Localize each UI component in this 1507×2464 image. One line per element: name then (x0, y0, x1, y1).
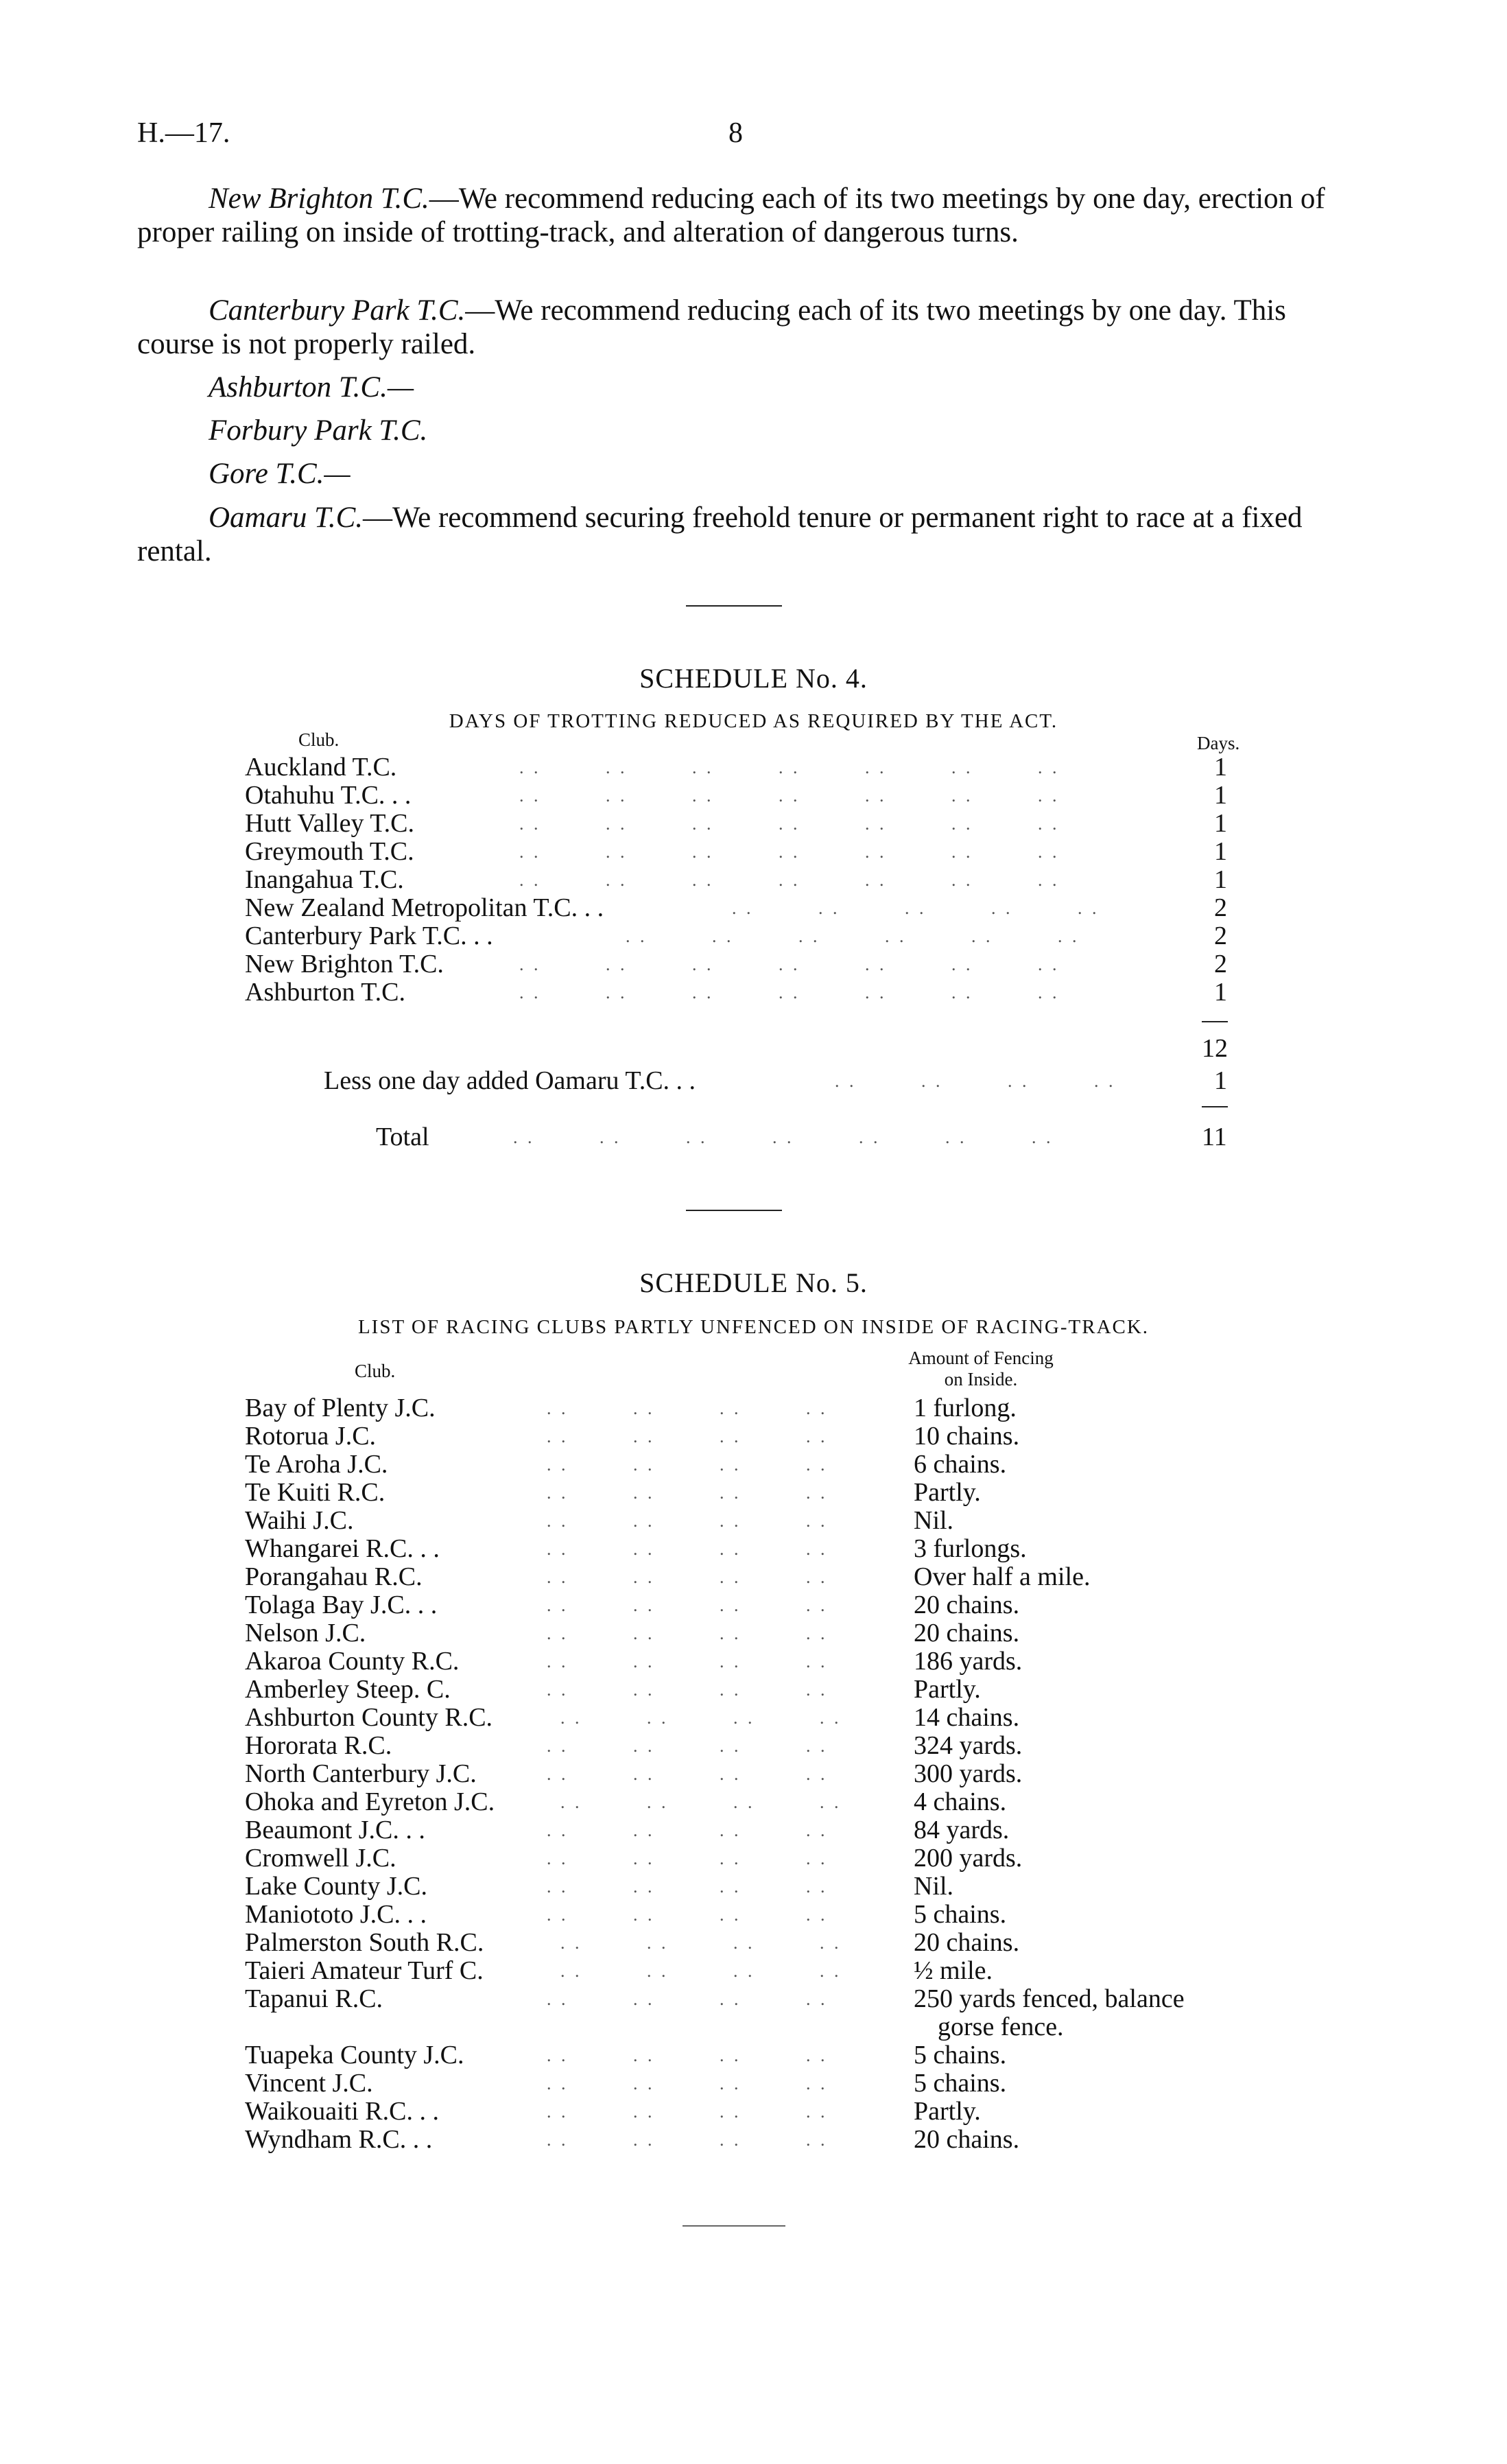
amount-value: 324 yards. (914, 1731, 1023, 1760)
table-row (245, 1394, 1274, 1422)
days-value: 1 (1214, 781, 1227, 810)
less-value: 1 (1214, 1066, 1227, 1095)
days-value: 1 (1214, 809, 1227, 838)
amount-value: Nil. (914, 1872, 954, 1901)
column-header-club: Club. (298, 729, 340, 750)
leader-dots: . . . . . . . . . . . . . . (513, 1127, 1054, 1147)
section-divider (683, 2225, 785, 2227)
column-header-amount-line-2: on Inside. (944, 1369, 1018, 1389)
table-row (245, 1760, 1274, 1788)
table-row (245, 1732, 1274, 1760)
club-name: Gore T.C.— (209, 458, 351, 490)
amount-value: 250 yards fenced, balance (914, 1984, 1185, 2013)
table-row (245, 922, 1246, 950)
club-name: Lake County J.C. (245, 1872, 427, 1901)
leader-dots: . . . . . . . . (547, 1820, 828, 1840)
page-number: 8 (728, 117, 743, 149)
days-value: 1 (1214, 753, 1227, 782)
table-row (245, 1901, 1274, 1929)
leader-dots: . . . . . . . . (547, 1905, 828, 1925)
amount-value-continuation: gorse fence. (938, 2013, 1064, 2041)
table-row (245, 838, 1246, 866)
recommendation-text: —We recommend securing freehold tenure or permanent right to race at a fixed rental. (137, 502, 1303, 567)
club-name: Ashburton County R.C. (245, 1703, 493, 1732)
table-row (245, 2098, 1274, 2126)
leader-dots: . . . . . . . . . . . . (626, 926, 1080, 946)
leader-dots: . . . . . . . . (547, 2045, 828, 2065)
amount-value: 20 chains. (914, 1928, 1020, 1957)
schedule-5-subtitle: LIST OF RACING CLUBS PARTLY UNFENCED ON INSIDE OF RACING-TRACK. (357, 1316, 1150, 1338)
leader-dots: . . . . . . . . (547, 2102, 828, 2122)
table-row (245, 866, 1246, 894)
club-name: New Brighton T.C. (245, 950, 444, 978)
club-name: Ashburton T.C.— (209, 371, 414, 403)
amount-value: 84 yards. (914, 1816, 1010, 1844)
subtotal-value: 12 (1202, 1034, 1228, 1063)
table-row (245, 1816, 1274, 1844)
document-code: H.—17. (137, 117, 230, 149)
table-row (245, 978, 1246, 1007)
leader-dots: . . . . . . . . (560, 1961, 842, 1981)
days-value: 1 (1214, 837, 1227, 866)
total-row (376, 1123, 1246, 1151)
club-name: Otahuhu T.C. . . (245, 781, 412, 810)
total-value: 11 (1202, 1123, 1227, 1151)
amount-value: 200 yards. (914, 1844, 1023, 1873)
column-header-amount (881, 1348, 1080, 1390)
table-row (245, 1788, 1274, 1816)
club-name: Beaumont J.C. . . (245, 1816, 425, 1844)
club-name: Cromwell J.C. (245, 1844, 396, 1873)
amount-value: 300 yards. (914, 1759, 1023, 1788)
club-name: Nelson J.C. (245, 1619, 366, 1647)
club-name: Inangahua T.C. (245, 865, 404, 894)
leader-dots: . . . . . . . . (547, 1736, 828, 1756)
days-value: 1 (1214, 978, 1227, 1007)
amount-value: Partly. (914, 1675, 981, 1704)
leader-dots: . . . . . . . . (547, 1398, 828, 1418)
table-row (245, 1929, 1274, 1957)
club-name: Vincent J.C. (245, 2069, 373, 2098)
schedule-5-title: SCHEDULE No. 5. (639, 1267, 868, 1298)
leader-dots: . . . . . . . . (547, 1511, 828, 1531)
table-row (245, 1647, 1274, 1676)
table-row (245, 753, 1246, 782)
sum-rule (1202, 1021, 1228, 1022)
sum-rule (1202, 1106, 1228, 1107)
club-name: Waikouaiti R.C. . . (245, 2097, 439, 2126)
club-name: Akaroa County R.C. (245, 1647, 460, 1676)
table-row (245, 1507, 1274, 1535)
table-row (245, 1422, 1274, 1451)
intro-paragraph-gore (137, 457, 1334, 491)
less-row (324, 1067, 1246, 1095)
club-name: Bay of Plenty J.C. (245, 1394, 436, 1422)
amount-value: Partly. (914, 2097, 981, 2126)
intro-paragraph-oamaru (137, 501, 1334, 568)
days-value: 1 (1214, 865, 1227, 894)
leader-dots: . . . . . . . . . . . . . . (519, 786, 1060, 806)
table-row (245, 1451, 1274, 1479)
club-name: Greymouth T.C. (245, 837, 414, 866)
club-name: North Canterbury J.C. (245, 1759, 477, 1788)
intro-paragraph-new-brighton (137, 182, 1334, 249)
amount-value: 186 yards. (914, 1647, 1023, 1676)
club-name: Porangahau R.C. (245, 1562, 423, 1591)
column-header-amount-line-1: Amount of Fencing (908, 1348, 1054, 1368)
club-name: Whangarei R.C. . . (245, 1534, 440, 1563)
leader-dots: . . . . . . . . (547, 1764, 828, 1784)
intro-paragraph-ashburton (137, 371, 1334, 404)
leader-dots: . . . . . . . . (547, 1427, 828, 1446)
total-label: Total (376, 1123, 429, 1151)
table-row (245, 1479, 1274, 1507)
club-name: Tuapeka County J.C. (245, 2041, 464, 2069)
intro-paragraph-canterbury-park (137, 294, 1334, 361)
column-header-days: Days. (1197, 733, 1240, 753)
leader-dots: . . . . . . . . (547, 2074, 828, 2093)
table-row (245, 2041, 1274, 2069)
leader-dots: . . . . . . . . (547, 1623, 828, 1643)
club-name: New Zealand Metropolitan T.C. . . (245, 893, 604, 922)
club-name: Amberley Steep. C. (245, 1675, 451, 1704)
schedule-4-table (245, 753, 1246, 1007)
table-row (245, 1985, 1274, 2013)
club-name: Ashburton T.C. (245, 978, 405, 1007)
intro-paragraph-forbury-park (137, 414, 1334, 447)
club-name: Te Kuiti R.C. (245, 1478, 385, 1507)
club-name: Tapanui R.C. (245, 1984, 383, 2013)
club-name: Maniototo J.C. . . (245, 1900, 427, 1929)
club-name: Hororata R.C. (245, 1731, 392, 1760)
club-name: Tolaga Bay J.C. . . (245, 1591, 438, 1619)
leader-dots: . . . . . . . . (547, 2130, 828, 2150)
club-name: Canterbury Park T.C. (209, 294, 466, 327)
amount-value: 14 chains. (914, 1703, 1020, 1732)
club-name: Hutt Valley T.C. (245, 809, 414, 838)
leader-dots: . . . . . . . . . . . . . . (519, 870, 1060, 890)
table-row (245, 1619, 1274, 1647)
table-row (245, 1563, 1274, 1591)
leader-dots: . . . . . . . . (547, 1652, 828, 1671)
schedule-4-subtitle: DAYS OF TROTTING REDUCED AS REQUIRED BY THE ACT. (449, 710, 1058, 732)
amount-value: 3 furlongs. (914, 1534, 1027, 1563)
table-row (245, 2069, 1274, 2098)
leader-dots: . . . . . . . . . . . . . . (519, 842, 1060, 862)
leader-dots: . . . . . . . . (547, 1483, 828, 1503)
leader-dots: . . . . . . . . (560, 1792, 842, 1812)
amount-value: 5 chains. (914, 2041, 1007, 2069)
leader-dots: . . . . . . . . (547, 1680, 828, 1700)
table-row (245, 1591, 1274, 1619)
recommendation-text: —We recommend reducing each of its two meetings by one day. This course is not properly railed. (137, 294, 1286, 360)
leader-dots: . . . . . . . . (547, 1455, 828, 1475)
leader-dots: . . . . . . . . (547, 1595, 828, 1615)
leader-dots: . . . . . . . . (547, 1989, 828, 2009)
club-name: Taieri Amateur Turf C. (245, 1956, 484, 1985)
club-name: New Brighton T.C. (209, 183, 429, 215)
table-row (245, 1535, 1274, 1563)
amount-value: 10 chains. (914, 1422, 1020, 1451)
table-row (245, 950, 1246, 978)
table-row (245, 894, 1246, 922)
amount-value: 20 chains. (914, 2125, 1020, 2154)
table-row (245, 1844, 1274, 1873)
amount-value: 20 chains. (914, 1619, 1020, 1647)
leader-dots: . . . . . . . . . . . . . . (519, 814, 1060, 834)
club-name: Canterbury Park T.C. . . (245, 922, 493, 950)
leader-dots: . . . . . . . . (547, 1567, 828, 1587)
table-row (245, 1704, 1274, 1732)
leader-dots: . . . . . . . . . . . . . . (519, 983, 1060, 1002)
leader-dots: . . . . . . . . . . . . . . (519, 758, 1060, 777)
section-divider (686, 605, 782, 607)
club-name: Auckland T.C. (245, 753, 397, 782)
table-row (245, 2126, 1274, 2154)
leader-dots: . . . . . . . . (835, 1071, 1116, 1091)
leader-dots: . . . . . . . . (547, 1849, 828, 1868)
amount-value: 6 chains. (914, 1450, 1007, 1479)
club-name: Oamaru T.C. (209, 502, 363, 534)
club-name: Forbury Park T.C. (209, 414, 428, 447)
amount-value: 5 chains. (914, 2069, 1007, 2098)
leader-dots: . . . . . . . . (547, 1539, 828, 1559)
table-row (245, 1873, 1274, 1901)
amount-value: 5 chains. (914, 1900, 1007, 1929)
club-name: Waihi J.C. (245, 1506, 354, 1535)
amount-value: Nil. (914, 1506, 954, 1535)
leader-dots: . . . . . . . . . . . . . . (519, 954, 1060, 974)
amount-value: 4 chains. (914, 1787, 1007, 1816)
less-label: Less one day added Oamaru T.C. . . (324, 1066, 696, 1095)
club-name: Palmerston South R.C. (245, 1928, 484, 1957)
club-name: Te Aroha J.C. (245, 1450, 388, 1479)
schedule-4-title: SCHEDULE No. 4. (639, 663, 868, 694)
table-row (245, 1957, 1274, 1985)
table-row-continuation (245, 2013, 1274, 2041)
club-name: Rotorua J.C. (245, 1422, 377, 1451)
table-row (245, 810, 1246, 838)
schedule-5-table (245, 1394, 1274, 2154)
days-value: 2 (1214, 922, 1227, 950)
leader-dots: . . . . . . . . (547, 1877, 828, 1897)
section-divider (686, 1210, 782, 1211)
column-header-club: Club. (355, 1361, 396, 1381)
days-value: 2 (1214, 950, 1227, 978)
amount-value: Over half a mile. (914, 1562, 1091, 1591)
club-name: Ohoka and Eyreton J.C. (245, 1787, 495, 1816)
amount-value: ½ mile. (914, 1956, 993, 1985)
leader-dots: . . . . . . . . . . (732, 898, 1100, 918)
days-value: 2 (1214, 893, 1227, 922)
leader-dots: . . . . . . . . (560, 1933, 842, 1953)
recommendation-text: —We recommend reducing each of its two meetings by one day, erection of proper railing on inside of trotting-track, and alteration of dangerous turns. (137, 183, 1325, 248)
amount-value: 1 furlong. (914, 1394, 1017, 1422)
leader-dots: . . . . . . . . (560, 1708, 842, 1728)
amount-value: Partly. (914, 1478, 981, 1507)
amount-value: 20 chains. (914, 1591, 1020, 1619)
club-name: Wyndham R.C. . . (245, 2125, 433, 2154)
table-row (245, 1676, 1274, 1704)
table-row (245, 782, 1246, 810)
